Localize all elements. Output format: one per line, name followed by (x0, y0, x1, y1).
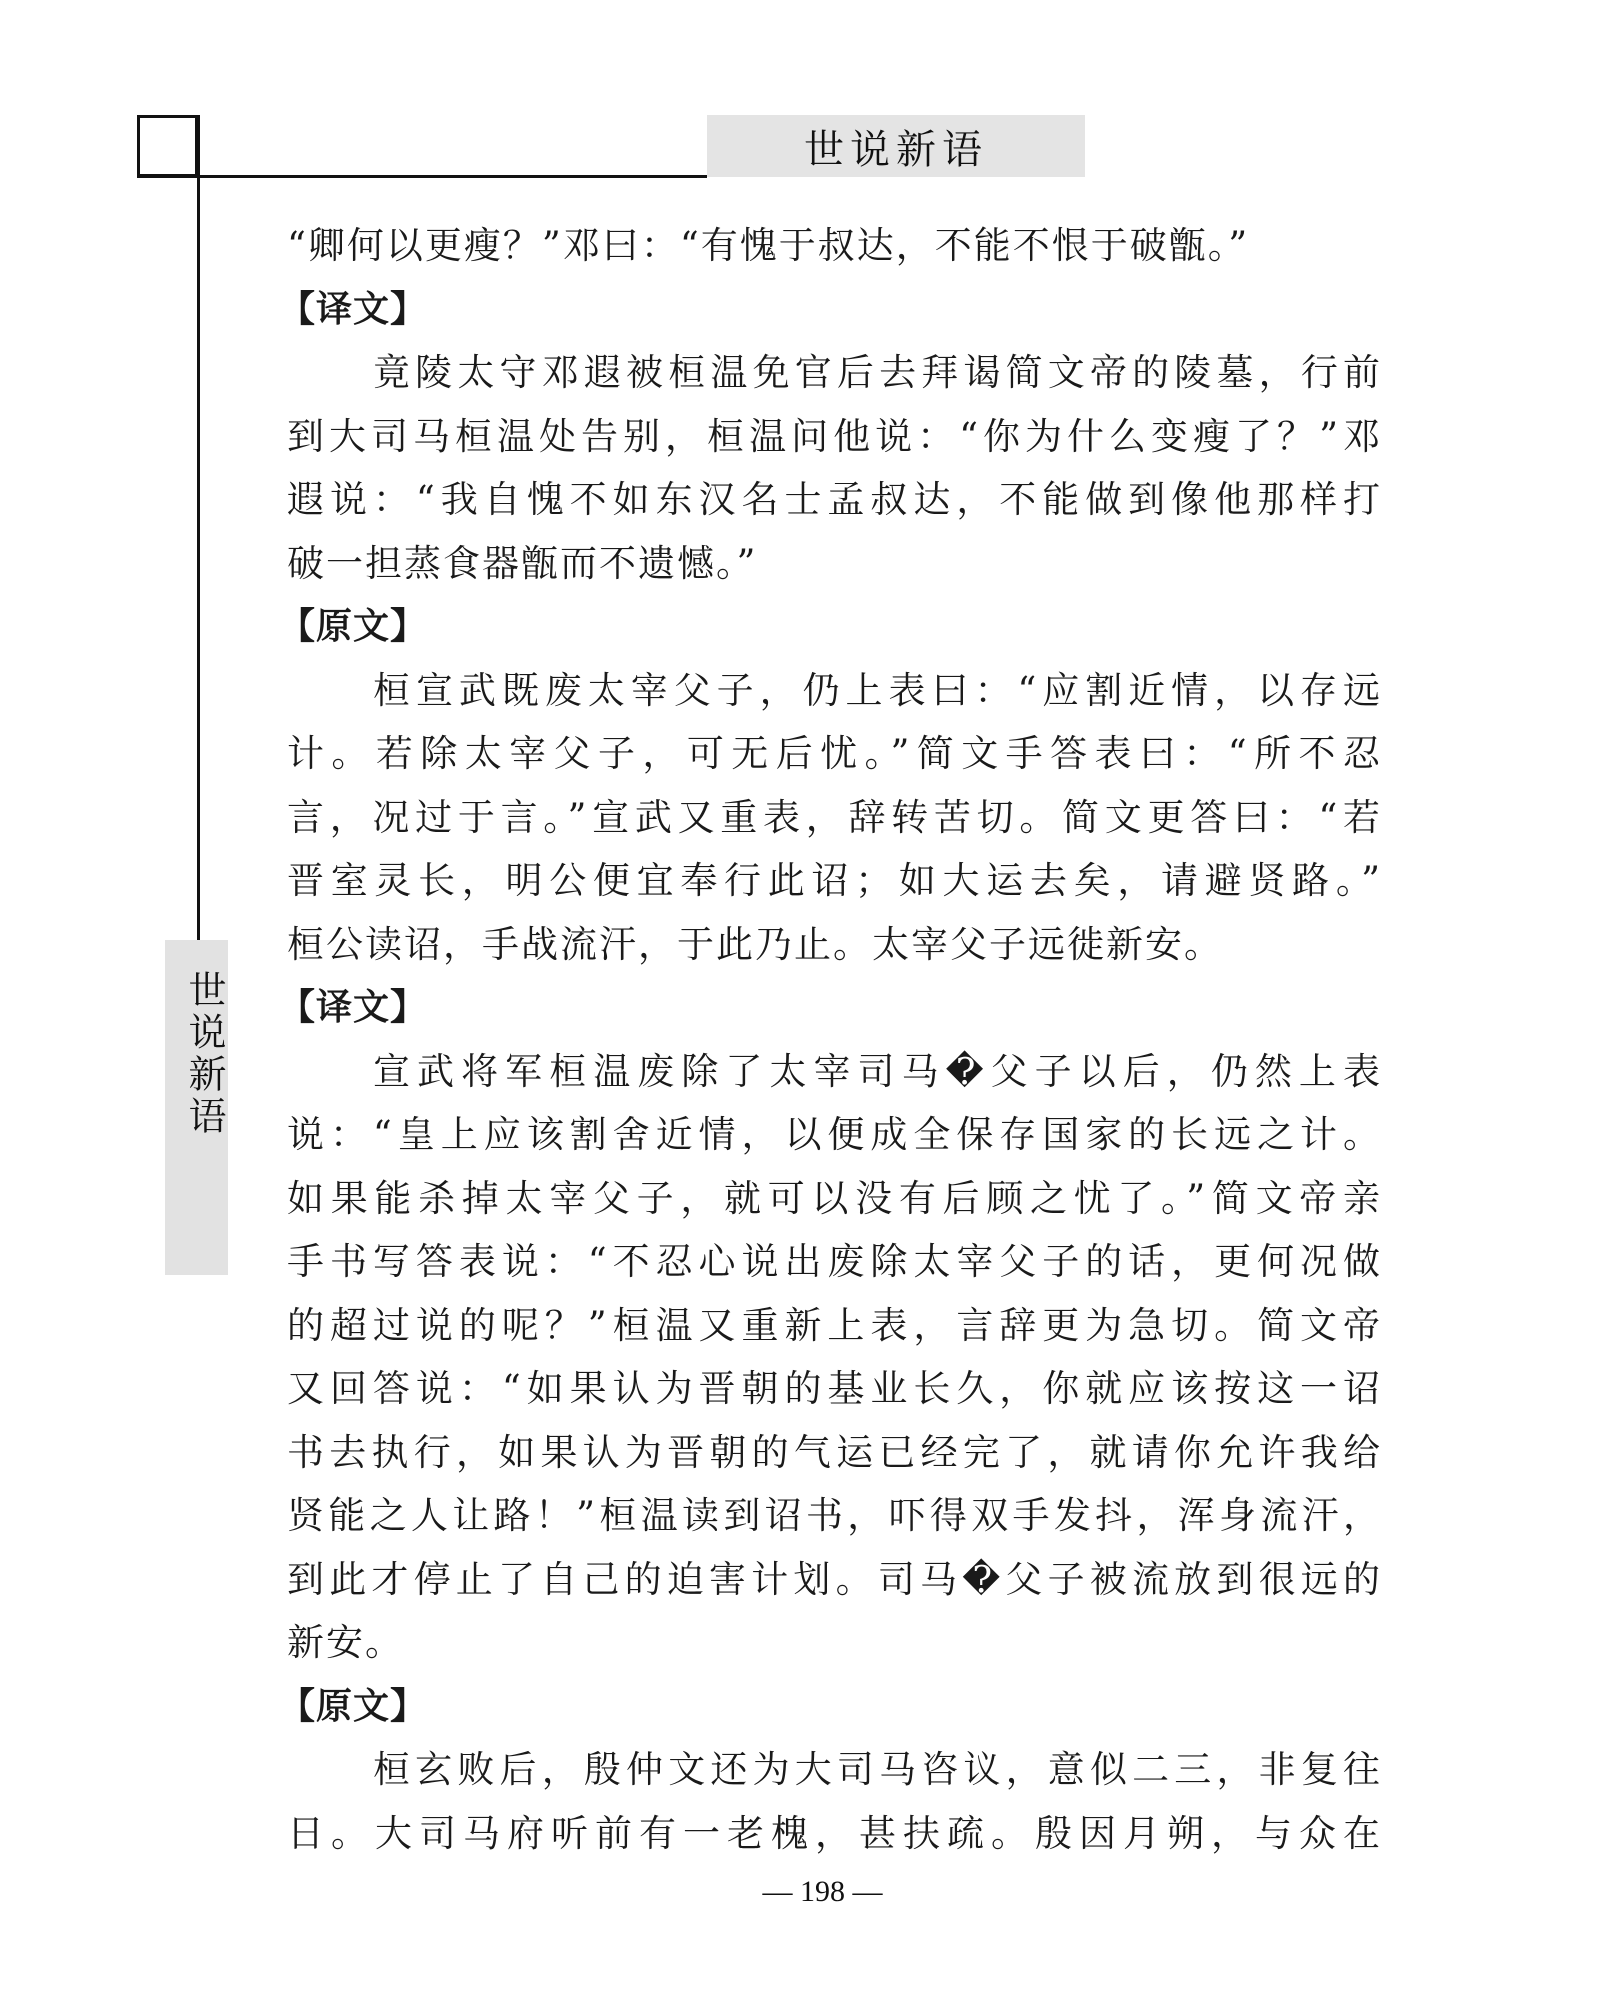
text-line: 言，况过于言。”宣武又重表，辞转苦切。简文更答曰：“若 (287, 795, 1382, 839)
text-line: “卿何以更瘦？”邓曰：“有愧于叔达，不能不恨于破甑。” (287, 224, 1250, 267)
text-line: 手书写答表说：“不忍心说出废除太宰父子的话，更何况做 (287, 1240, 1382, 1283)
text-line: 日。大司马府听前有一老槐，甚扶疏。殷因月朔，与众在 (287, 1811, 1382, 1855)
text-line: 的超过说的呢？”桓温又重新上表，言辞更为急切。简文帝 (287, 1303, 1382, 1347)
book-title: 世说新语 (804, 126, 988, 173)
section-heading: 【原文】 (279, 606, 428, 647)
text-line: 晋室灵长，明公便宜奉行此诏；如大运去矣，请避贤路。” (287, 859, 1382, 902)
text-line: 说：“皇上应该割舍近情，以便成全保存国家的长远之计。 (287, 1113, 1382, 1156)
running-header (707, 115, 1085, 177)
text-line: 到大司马桓温处告别，桓温问他说：“你为什么变瘦了？”邓 (287, 414, 1382, 458)
text-line: 又回答说：“如果认为晋朝的基业长久，你就应该按这一诏 (287, 1367, 1382, 1410)
page-number: — 198 — (762, 1875, 883, 1908)
text-line: 桓玄败后，殷仲文还为大司马咨议，意似二三，非复往 (373, 1748, 1382, 1791)
text-line: 宣武将军桓温废除了太宰司马�父子以后，仍然上表 (373, 1049, 1382, 1093)
side-tab-label: 世说新语 (182, 970, 226, 1138)
text-line: 贤能之人让路！”桓温读到诏书，吓得双手发抖，浑身流汗， (287, 1494, 1382, 1537)
text-line: 到此才停止了自己的迫害计划。司马�父子被流放到很远的 (287, 1557, 1382, 1601)
text-line: 竟陵太守邓遐被桓温免官后去拜谒简文帝的陵墓，行前 (373, 351, 1382, 394)
margin-rule (197, 115, 200, 940)
header-rule (137, 175, 707, 178)
text-line: 如果能杀掉太宰父子，就可以没有后顾之忧了。”简文帝亲 (287, 1176, 1382, 1220)
text-line: 书去执行，如果认为晋朝的气运已经完了，就请你允许我给 (287, 1430, 1382, 1474)
text-line: 桓宣武既废太宰父子，仍上表曰：“应割近情，以存远 (373, 668, 1382, 712)
text-line: 破一担蒸食器甑而不遗憾。” (287, 541, 758, 585)
section-heading: 【译文】 (279, 987, 428, 1028)
section-heading: 【原文】 (279, 1685, 428, 1727)
page-body (279, 214, 1382, 1865)
side-tab (165, 940, 228, 1275)
text-line: 遐说：“我自愧不如东汉名士孟叔达，不能做到像他那样打 (287, 478, 1382, 521)
text-line: 计。若除太宰父子，可无后忧。”简文手答表曰：“所不忍 (287, 732, 1382, 775)
section-heading: 【译文】 (279, 288, 428, 330)
corner-frame-box (137, 115, 198, 177)
text-line: 桓公读诏，手战流汗，于此乃止。太宰父子远徙新安。 (287, 922, 1223, 966)
text-line: 新安。 (287, 1621, 404, 1664)
